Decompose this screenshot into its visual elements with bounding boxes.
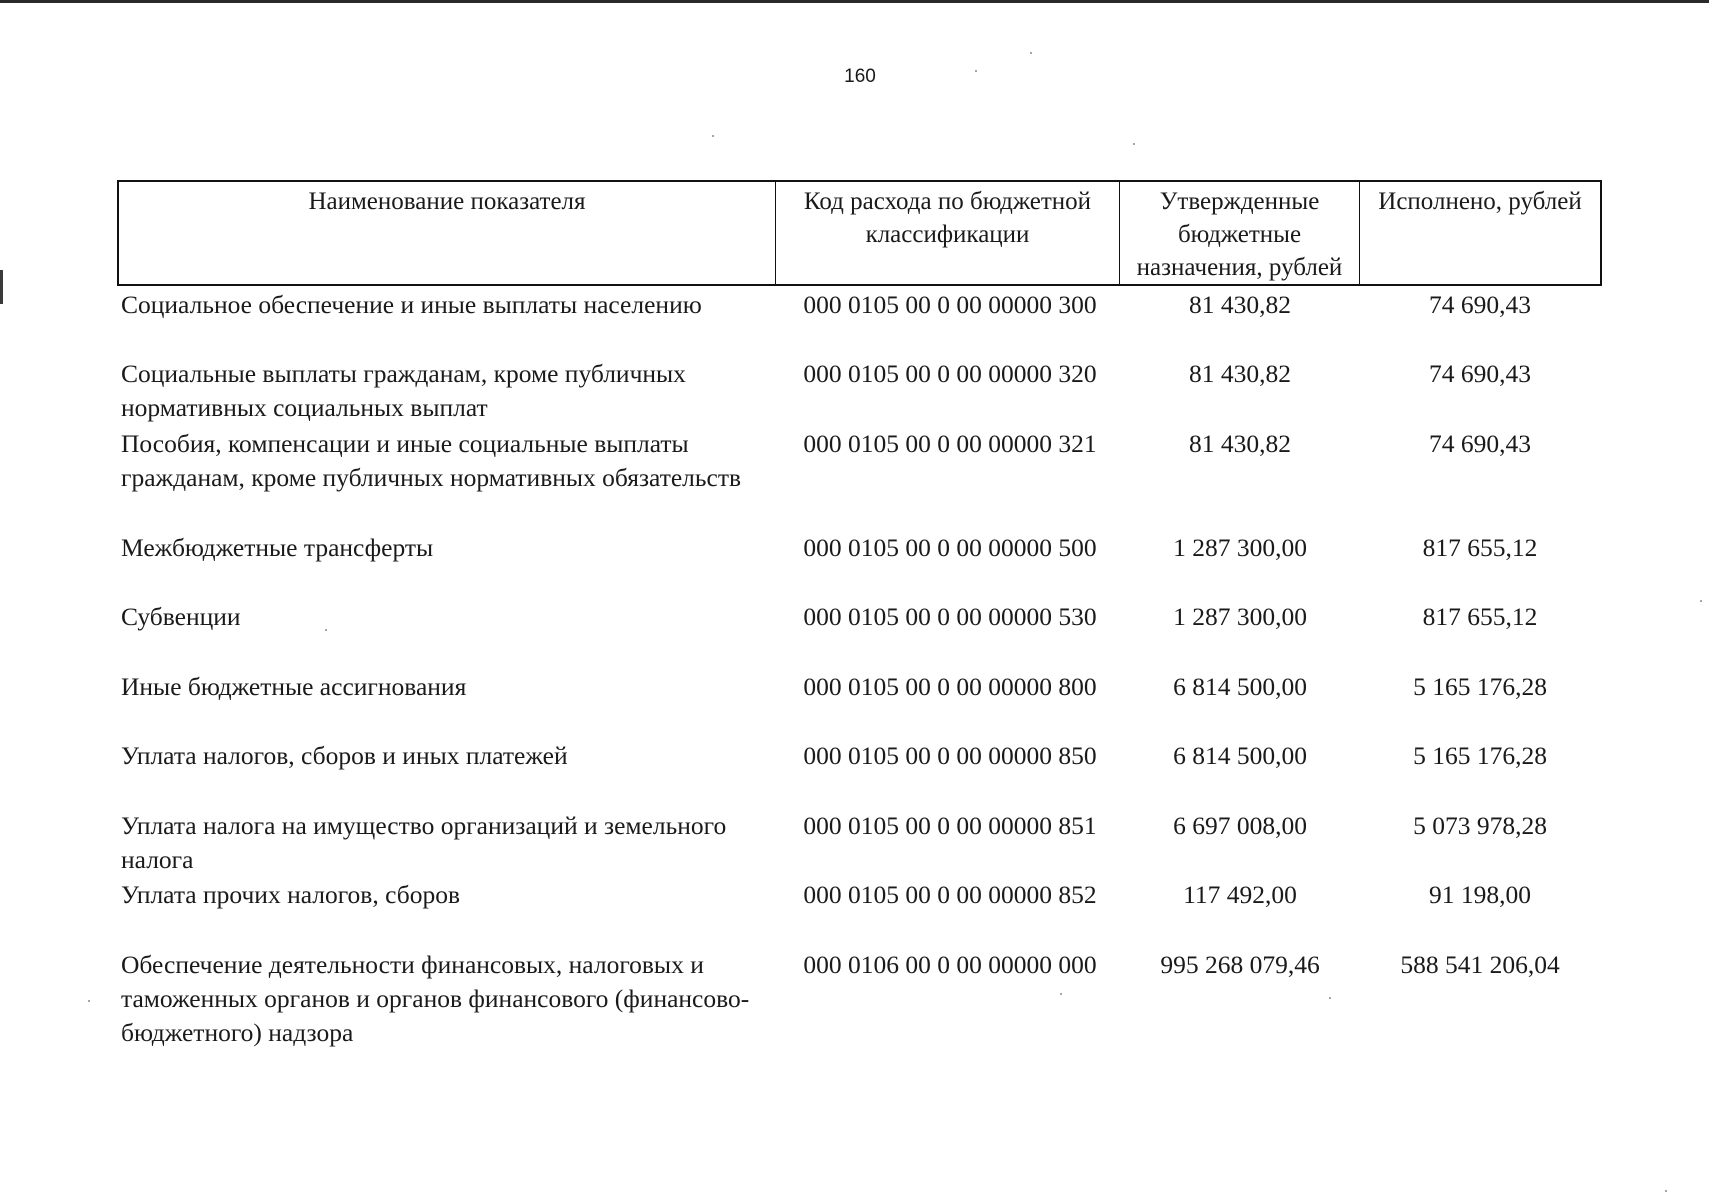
header-approved-budget: Утвержденные бюджетные назначения, рублей	[1120, 182, 1360, 284]
scan-speck	[1329, 997, 1331, 999]
page-number: 160	[844, 66, 876, 87]
row-executed: 91 198,00	[1429, 880, 1531, 909]
row-name: Иные бюджетные ассигнования	[121, 672, 467, 701]
row-name: Пособия, компенсации и иные социальные выплаты гражданам, кроме публичных нормативных обязательств	[121, 429, 742, 492]
header-expense-code: Код расхода по бюджетной классификации	[776, 182, 1120, 284]
scan-speck	[975, 70, 977, 72]
row-approved: 6 697 008,00	[1173, 811, 1307, 840]
row-code: 000 0105 00 0 00 00000 851	[803, 811, 1097, 840]
row-code: 000 0105 00 0 00 00000 850	[803, 741, 1097, 770]
row-name: Социальное обеспечение и иные выплаты населению	[121, 290, 702, 319]
row-executed: 817 655,12	[1422, 533, 1538, 562]
row-approved: 1 287 300,00	[1173, 602, 1307, 631]
scan-speck	[1665, 1190, 1667, 1192]
scan-speck	[88, 1000, 90, 1002]
row-code: 000 0105 00 0 00 00000 500	[803, 533, 1097, 562]
scan-speck	[325, 629, 327, 631]
row-approved: 1 287 300,00	[1173, 533, 1307, 562]
row-name: Субвенции	[121, 602, 241, 631]
row-name: Социальные выплаты гражданам, кроме публичных нормативных социальных выплат	[121, 359, 693, 422]
row-executed: 5 073 978,28	[1413, 811, 1547, 840]
row-executed: 74 690,43	[1429, 290, 1531, 319]
header-executed: Исполнено, рублей	[1378, 188, 1582, 215]
row-approved: 6 814 500,00	[1173, 741, 1307, 770]
row-approved: 81 430,82	[1189, 429, 1291, 458]
scan-speck	[1700, 600, 1702, 602]
row-name: Обеспечение деятельности финансовых, налоговых и таможенных органов и органов финансового (финансово-бюджетного) надзора	[121, 950, 750, 1047]
scan-speck	[1030, 52, 1032, 54]
row-approved: 81 430,82	[1189, 290, 1291, 319]
header-indicator-name: Наименование показателя	[119, 182, 776, 284]
row-executed: 5 165 176,28	[1413, 672, 1547, 701]
row-code: 000 0105 00 0 00 00000 321	[803, 429, 1097, 458]
scan-speck	[1060, 993, 1062, 995]
row-code: 000 0106 00 0 00 00000 000	[803, 950, 1097, 979]
row-executed: 74 690,43	[1429, 429, 1531, 458]
row-executed: 817 655,12	[1422, 602, 1538, 631]
row-approved: 81 430,82	[1189, 359, 1291, 388]
row-executed: 5 165 176,28	[1413, 741, 1547, 770]
row-approved: 6 814 500,00	[1173, 672, 1307, 701]
scan-speck	[712, 135, 714, 137]
row-executed: 588 541 206,04	[1400, 950, 1560, 979]
row-name: Межбюджетные трансферты	[121, 533, 434, 562]
row-approved: 117 492,00	[1183, 880, 1297, 909]
row-name: Уплата налога на имущество организаций и земельного налога	[121, 811, 733, 874]
row-approved: 995 268 079,46	[1160, 950, 1320, 979]
row-name: Уплата прочих налогов, сборов	[121, 880, 460, 909]
row-code: 000 0105 00 0 00 00000 300	[803, 290, 1097, 319]
row-code: 000 0105 00 0 00 00000 530	[803, 602, 1097, 631]
scan-speck	[1133, 143, 1135, 145]
row-name: Уплата налогов, сборов и иных платежей	[121, 741, 568, 770]
row-code: 000 0105 00 0 00 00000 320	[803, 359, 1097, 388]
row-executed: 74 690,43	[1429, 359, 1531, 388]
row-code: 000 0105 00 0 00 00000 852	[803, 880, 1097, 909]
row-code: 000 0105 00 0 00 00000 800	[803, 672, 1097, 701]
